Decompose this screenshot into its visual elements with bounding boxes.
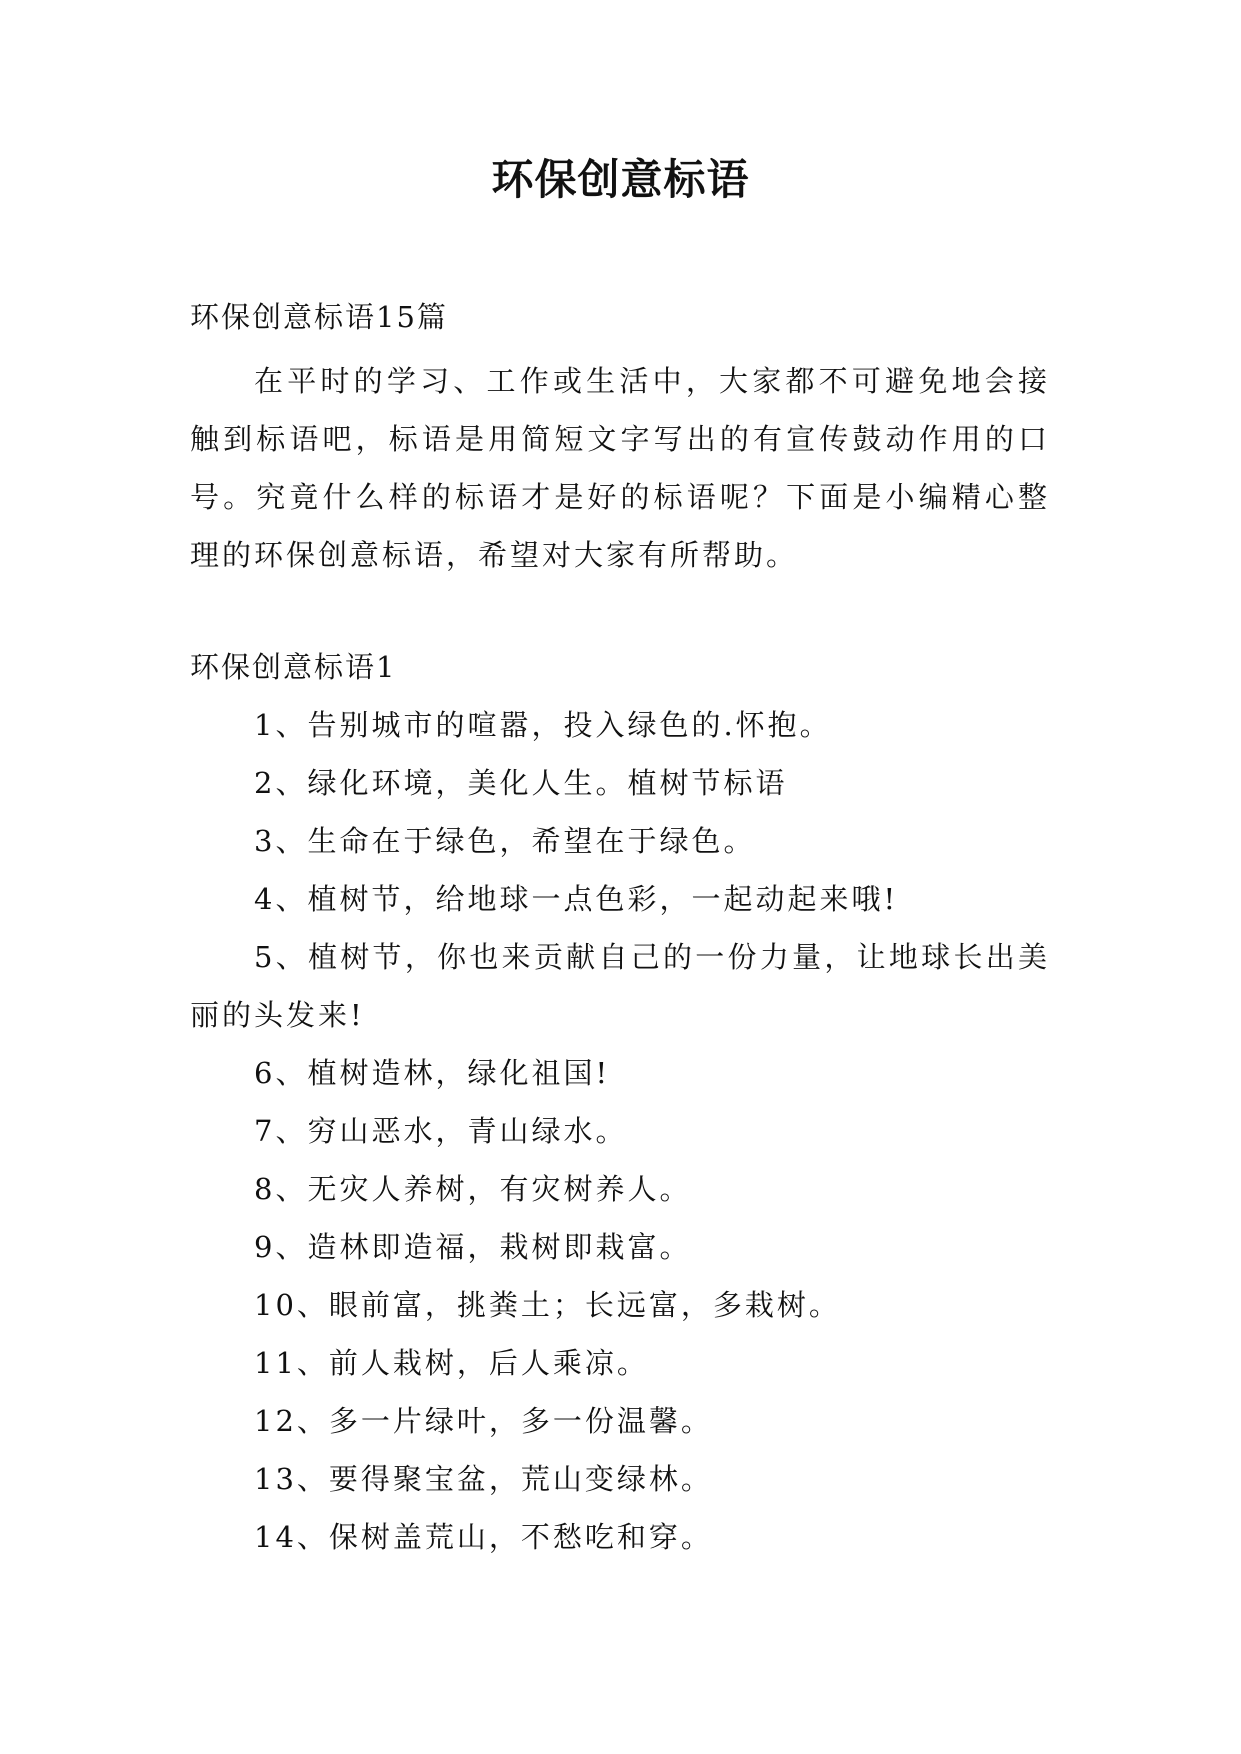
slogan-item: 8、无灾人养树，有灾树养人。 [254,1172,692,1206]
slogan-item: 12、多一片绿叶，多一份温馨。 [254,1404,713,1438]
slogan-item: 7、穷山恶水，青山绿水。 [254,1114,628,1148]
slogan-item: 3、生命在于绿色，希望在于绿色。 [254,824,756,858]
document-title: 环保创意标语 [491,155,750,204]
section-title: 环保创意标语1 [190,650,397,684]
slogan-item: 5、植树节，你也来贡献自己的一份力量，让地球长出美丽的头发来! [190,940,1050,1032]
slogan-list [190,696,1050,1566]
intro-paragraph: 在平时的学习、工作或生活中，大家都不可避免地会接触到标语吧，标语是用简短文字写出的有宣传鼓动作用的口号。究竟什么样的标语才是好的标语呢？下面是小编精心整理的环保创意标语，希望对大家有所帮助。 [190,364,1050,572]
slogan-item: 13、要得聚宝盆，荒山变绿林。 [254,1462,713,1496]
slogan-item: 4、植树节，给地球一点色彩，一起动起来哦! [254,882,899,916]
slogan-item: 6、植树造林，绿化祖国! [254,1056,611,1090]
slogan-item: 11、前人栽树，后人乘凉。 [254,1346,649,1380]
slogan-item: 9、造林即造福，栽树即栽富。 [254,1230,692,1264]
slogan-item: 10、眼前富，挑粪土；长远富，多栽树。 [254,1288,841,1322]
document-subtitle: 环保创意标语15篇 [190,300,448,334]
slogan-item: 14、保树盖荒山，不愁吃和穿。 [254,1520,713,1554]
slogan-item: 2、绿化环境，美化人生。植树节标语 [254,766,788,800]
slogan-item: 1、告别城市的喧嚣，投入绿色的.怀抱。 [254,708,832,742]
